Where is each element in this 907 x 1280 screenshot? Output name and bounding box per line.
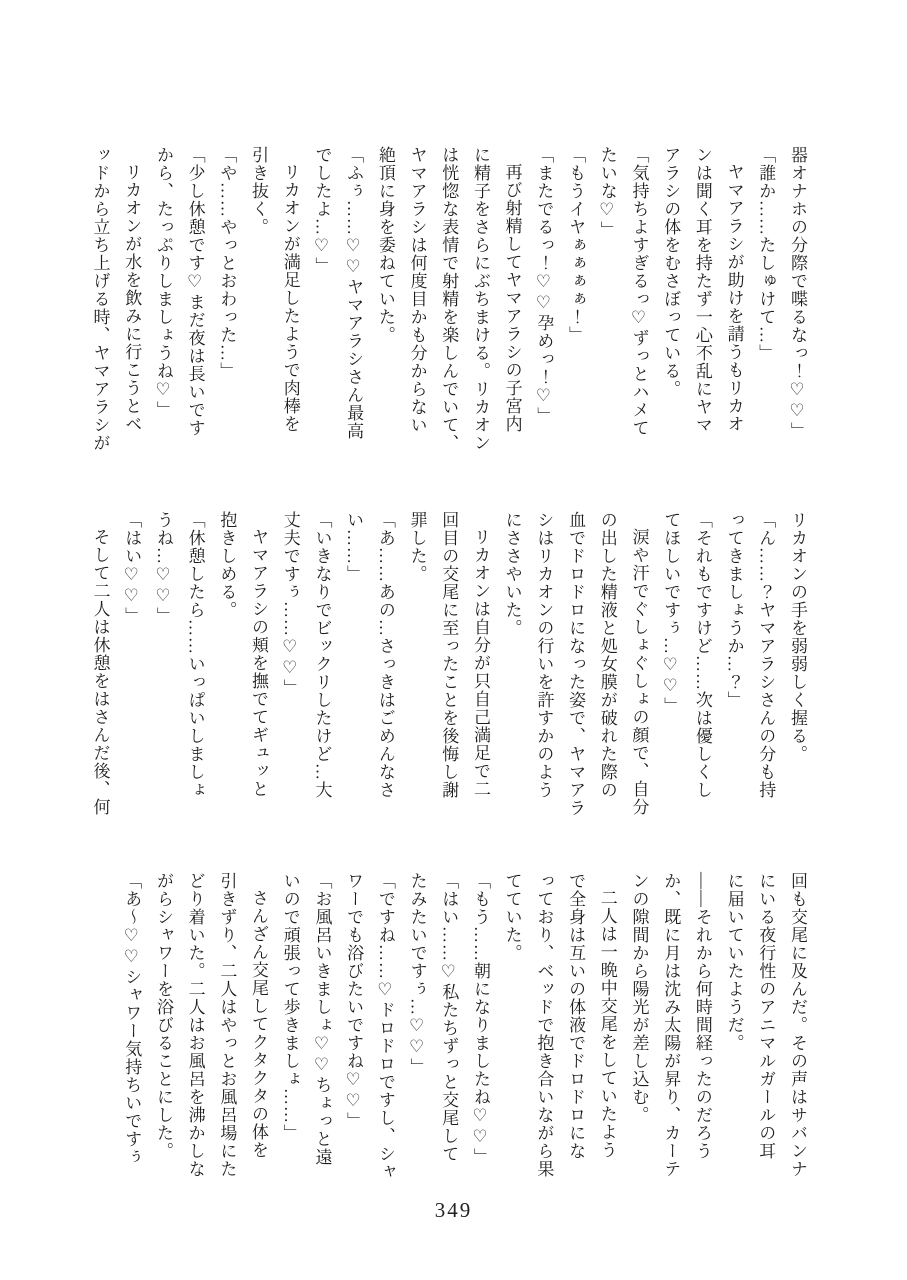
text-column: 「ふぅ……♡♡ヤマアラシさん最高: [344, 146, 364, 440]
text-column: から、たっぷりしましょうね♡」: [153, 146, 173, 419]
text-column: 引き抜く。: [249, 146, 269, 236]
text-column: の出した精液と処女膜が破れた際の: [597, 511, 617, 799]
page-number: 349: [434, 1198, 473, 1222]
text-column: 「お風呂いきましょ♡♡ちょっと遠: [312, 872, 332, 1166]
text-column: 「またでるっ！♡♡孕めっ！♡」: [534, 146, 554, 425]
text-column: 抱きしめる。: [217, 511, 237, 619]
text-column: 丈夫ですぅ……♡♡」: [280, 511, 300, 697]
text-column: いので頑張って歩きましょ……」: [280, 872, 300, 1142]
text-column: そして二人は休憩をはさんだ後、何: [90, 528, 110, 816]
text-column: 「はい♡♡」: [122, 511, 142, 625]
text-column: 引きずり、二人はやっとお風呂場にた: [217, 872, 237, 1178]
text-column: にささやいた。: [502, 511, 522, 637]
text-column: い……」: [344, 511, 364, 583]
text-column: 涙や汗でぐしょぐしょの顔で、自分: [629, 528, 649, 816]
text-band-bottom: [116, 872, 813, 1196]
text-column: 「誰か……たしゅけて…」: [756, 146, 776, 362]
text-column: 「休憩したら……いっぱいしましょ: [185, 511, 205, 799]
text-column: 「いきなりでビックリしたけど…大: [312, 511, 332, 799]
text-column: で全身は互いの体液でドロドロにな: [566, 872, 586, 1160]
text-column: たいな♡」: [597, 146, 617, 239]
text-column: さんざん交尾してクタクタの体を: [249, 889, 269, 1159]
text-column: 「それもですけど……次は優しくし: [692, 511, 712, 799]
text-column: どり着いた。二人はお風呂を沸かしな: [185, 872, 205, 1178]
text-column: リカオンが水を飲みに行こうとベ: [122, 163, 142, 433]
text-column: 罪した。: [407, 511, 427, 583]
text-column: てていた。: [502, 872, 522, 962]
text-column: たみたいですぅ…♡♡」: [407, 872, 427, 1076]
text-column: 絶頂に身を委ねていた。: [375, 146, 395, 344]
text-column: 「もうイヤぁぁぁぁ！」: [566, 146, 586, 344]
text-column: ンの隙間から陽光が差し込む。: [629, 872, 649, 1124]
text-column: 回も交尾に及んだ。その声はサバンナ: [788, 872, 807, 1178]
text-column: ヤマアラシが助けを請うもリカオ: [724, 163, 744, 433]
text-column: ヤマアラシは何度目かも分からない: [407, 146, 427, 434]
text-column: リカオンが満足したようで肉棒を: [280, 163, 300, 433]
text-column: 回目の交尾に至ったことを後悔し謝: [439, 511, 459, 799]
text-column: 血でドロドロになった姿で、ヤマアラ: [566, 511, 586, 817]
text-column: 器オナホの分際で喋るなっ！♡♡」: [788, 146, 807, 440]
text-column: 「気持ちよすぎるっ♡ずっとハメて: [629, 146, 649, 437]
text-column: 「はい……♡私たちずっと交尾して: [439, 872, 459, 1163]
text-column: 「ん……？ヤマアラシさんの分も持: [756, 511, 776, 799]
text-column: リカオンの手を弱弱しく握る。: [788, 511, 807, 763]
text-column: 「もう……朝になりましたね♡♡」: [470, 872, 490, 1166]
text-column: に届いていたようだ。: [724, 872, 744, 1052]
text-column: か、既に月は沈み太陽が昇り、カーテ: [661, 872, 681, 1178]
text-column: 「ですね……♡ドロドロですし、シャ: [375, 872, 395, 1181]
text-column: は恍惚な表情で射精を楽しんでいて、: [439, 146, 459, 452]
text-column: シはリカオンの行いを許すかのよう: [534, 511, 554, 799]
text-column: ってきましょうか…？」: [724, 511, 744, 709]
text-column: ワーでも浴びたいですね♡♡」: [344, 872, 364, 1130]
text-column: ヤマアラシの頬を撫でてギュッと: [249, 528, 269, 798]
text-column: がらシャワーを浴びることにした。: [153, 872, 173, 1160]
text-column: っており、ベッドで抱き合いながら果: [534, 872, 554, 1178]
text-column: ッドから立ち上げる時、ヤマアラシが: [90, 146, 110, 452]
text-column: 「あ……あの…さっきはごめんなさ: [375, 511, 395, 799]
text-column: アラシの体をむさぼっている。: [661, 146, 681, 398]
text-column: でしたよ…♡」: [312, 146, 332, 275]
text-band-top: [84, 146, 813, 486]
text-column: 再び射精してヤマアラシの子宮内: [502, 163, 522, 433]
text-column: 「少し休憩です♡まだ夜は長いです: [185, 146, 205, 437]
text-column: てほしいですぅ…♡♡」: [661, 511, 681, 715]
text-column: ンは聞く耳を持たず一心不乱にヤマ: [692, 146, 712, 434]
text-column: 二人は一晩中交尾をしていたよう: [597, 889, 617, 1159]
text-column: うね…♡♡」: [153, 511, 173, 625]
text-band-middle: [84, 511, 813, 833]
text-column: に精子をさらにぶちまける。リカオン: [470, 146, 490, 452]
text-column: ――それから何時間経ったのだろう: [692, 872, 712, 1160]
text-column: にいる夜行性のアニマルガールの耳: [756, 872, 776, 1160]
text-column: 「や……やっとおわった…」: [217, 146, 237, 380]
text-column: リカオンは自分が只自己満足で二: [470, 528, 490, 798]
text-column: 「あ～♡♡シャワー気持ちいですぅ: [122, 872, 142, 1166]
